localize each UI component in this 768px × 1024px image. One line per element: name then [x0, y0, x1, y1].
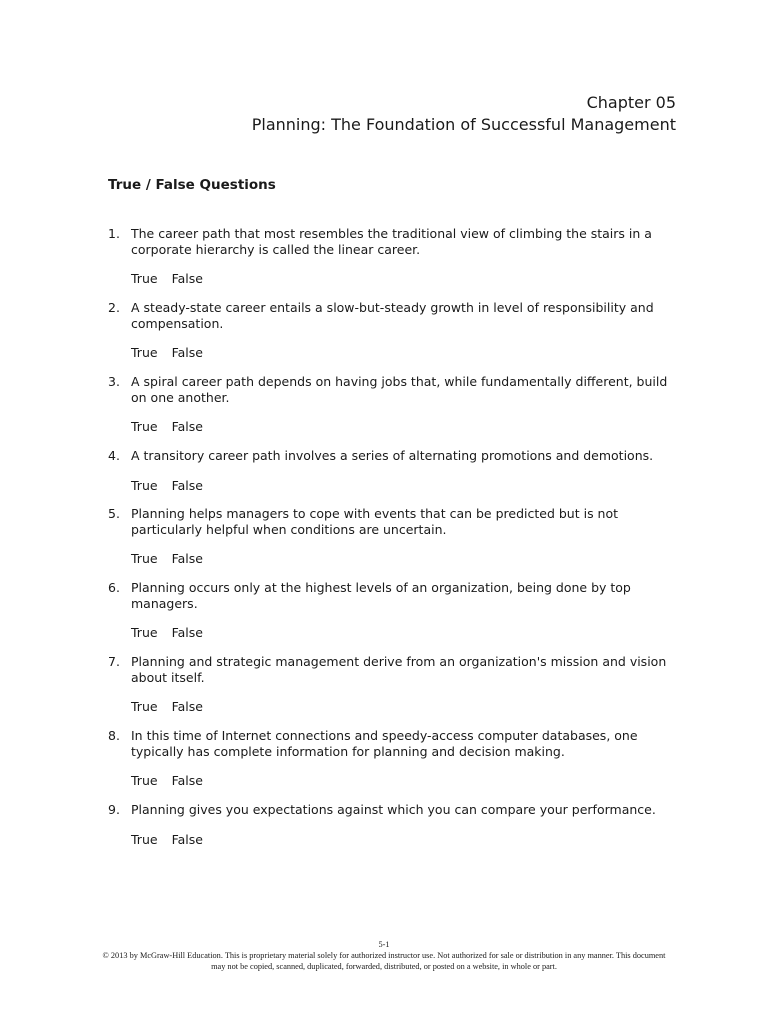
question-text: A spiral career path depends on having jobs that, while fundamentally different, build on one another.: [131, 374, 668, 405]
answer-options: [131, 419, 678, 435]
question-item: [108, 506, 678, 580]
question-text: A transitory career path involves a series of alternating promotions and demotions.: [131, 448, 654, 463]
answer-options: [131, 271, 678, 287]
question-item: [108, 226, 678, 300]
question-text: Planning occurs only at the highest levels of an organization, being done by top managers.: [131, 580, 631, 611]
answer-options: [131, 773, 678, 789]
question-text: Planning helps managers to cope with events that can be predicted but is not particularly helpful when conditions are uncertain.: [131, 506, 619, 537]
answer-false: False: [171, 625, 203, 640]
answer-options: [131, 832, 678, 848]
question-item: [108, 654, 678, 728]
answer-true: True: [131, 345, 158, 360]
answer-options: [131, 478, 678, 494]
question-number: 1.: [108, 226, 120, 241]
question-list: [108, 226, 678, 860]
answer-options: [131, 551, 678, 567]
question-text: In this time of Internet connections and speedy-access computer databases, one typically has complete information for planning and decision making.: [131, 728, 638, 759]
answer-false: False: [171, 345, 203, 360]
question-text: Planning gives you expectations against which you can compare your performance.: [131, 802, 656, 817]
answer-true: True: [131, 699, 158, 714]
chapter-title: Planning: The Foundation of Successful Management: [251, 115, 676, 134]
copyright-notice: © 2013 by McGraw-Hill Education. This is proprietary material solely for authorized instructor use. Not authorized for sale or distribution in any manner. This document may not be copied, scanned, duplicated, forwarded, distributed, or posted on a website, in whole or part.: [102, 951, 666, 971]
answer-false: False: [171, 831, 203, 847]
answer-true: True: [131, 625, 158, 640]
answer-false: False: [171, 699, 203, 714]
answer-false: False: [171, 419, 203, 434]
answer-false: False: [171, 477, 203, 493]
question-number: 3.: [108, 374, 120, 389]
question-text: A steady-state career entails a slow-but-steady growth in level of responsibility and compensation.: [131, 300, 654, 331]
answer-options: [131, 345, 678, 361]
answer-true: True: [131, 477, 158, 493]
question-item: [108, 728, 678, 802]
answer-true: True: [131, 551, 158, 566]
section-title: True / False Questions: [108, 177, 276, 193]
question-number: 7.: [108, 654, 120, 669]
chapter-header: [252, 92, 676, 136]
question-number: 9.: [108, 802, 120, 817]
question-text: The career path that most resembles the traditional view of climbing the stairs in a corporate hierarchy is called the linear career.: [131, 226, 652, 257]
answer-false: False: [171, 551, 203, 566]
question-number: 2.: [108, 300, 120, 315]
answer-options: [131, 699, 678, 715]
answer-true: True: [131, 271, 158, 286]
question-number: 4.: [108, 448, 120, 463]
question-item: [108, 374, 678, 448]
answer-false: False: [171, 773, 203, 788]
page-footer: [100, 939, 668, 972]
answer-true: True: [131, 831, 158, 847]
page-number: 5-1: [378, 940, 390, 949]
answer-true: True: [131, 419, 158, 434]
question-number: 5.: [108, 506, 120, 521]
question-item: [108, 300, 678, 374]
question-number: 6.: [108, 580, 120, 595]
question-number: 8.: [108, 728, 120, 743]
answer-false: False: [171, 271, 203, 286]
answer-options: [131, 625, 678, 641]
question-item: [108, 802, 678, 860]
chapter-number: Chapter 05: [586, 93, 676, 112]
question-item: [108, 580, 678, 654]
answer-true: True: [131, 773, 158, 788]
question-item: [108, 448, 678, 506]
question-text: Planning and strategic management derive from an organization's mission and vision about itself.: [131, 654, 667, 685]
